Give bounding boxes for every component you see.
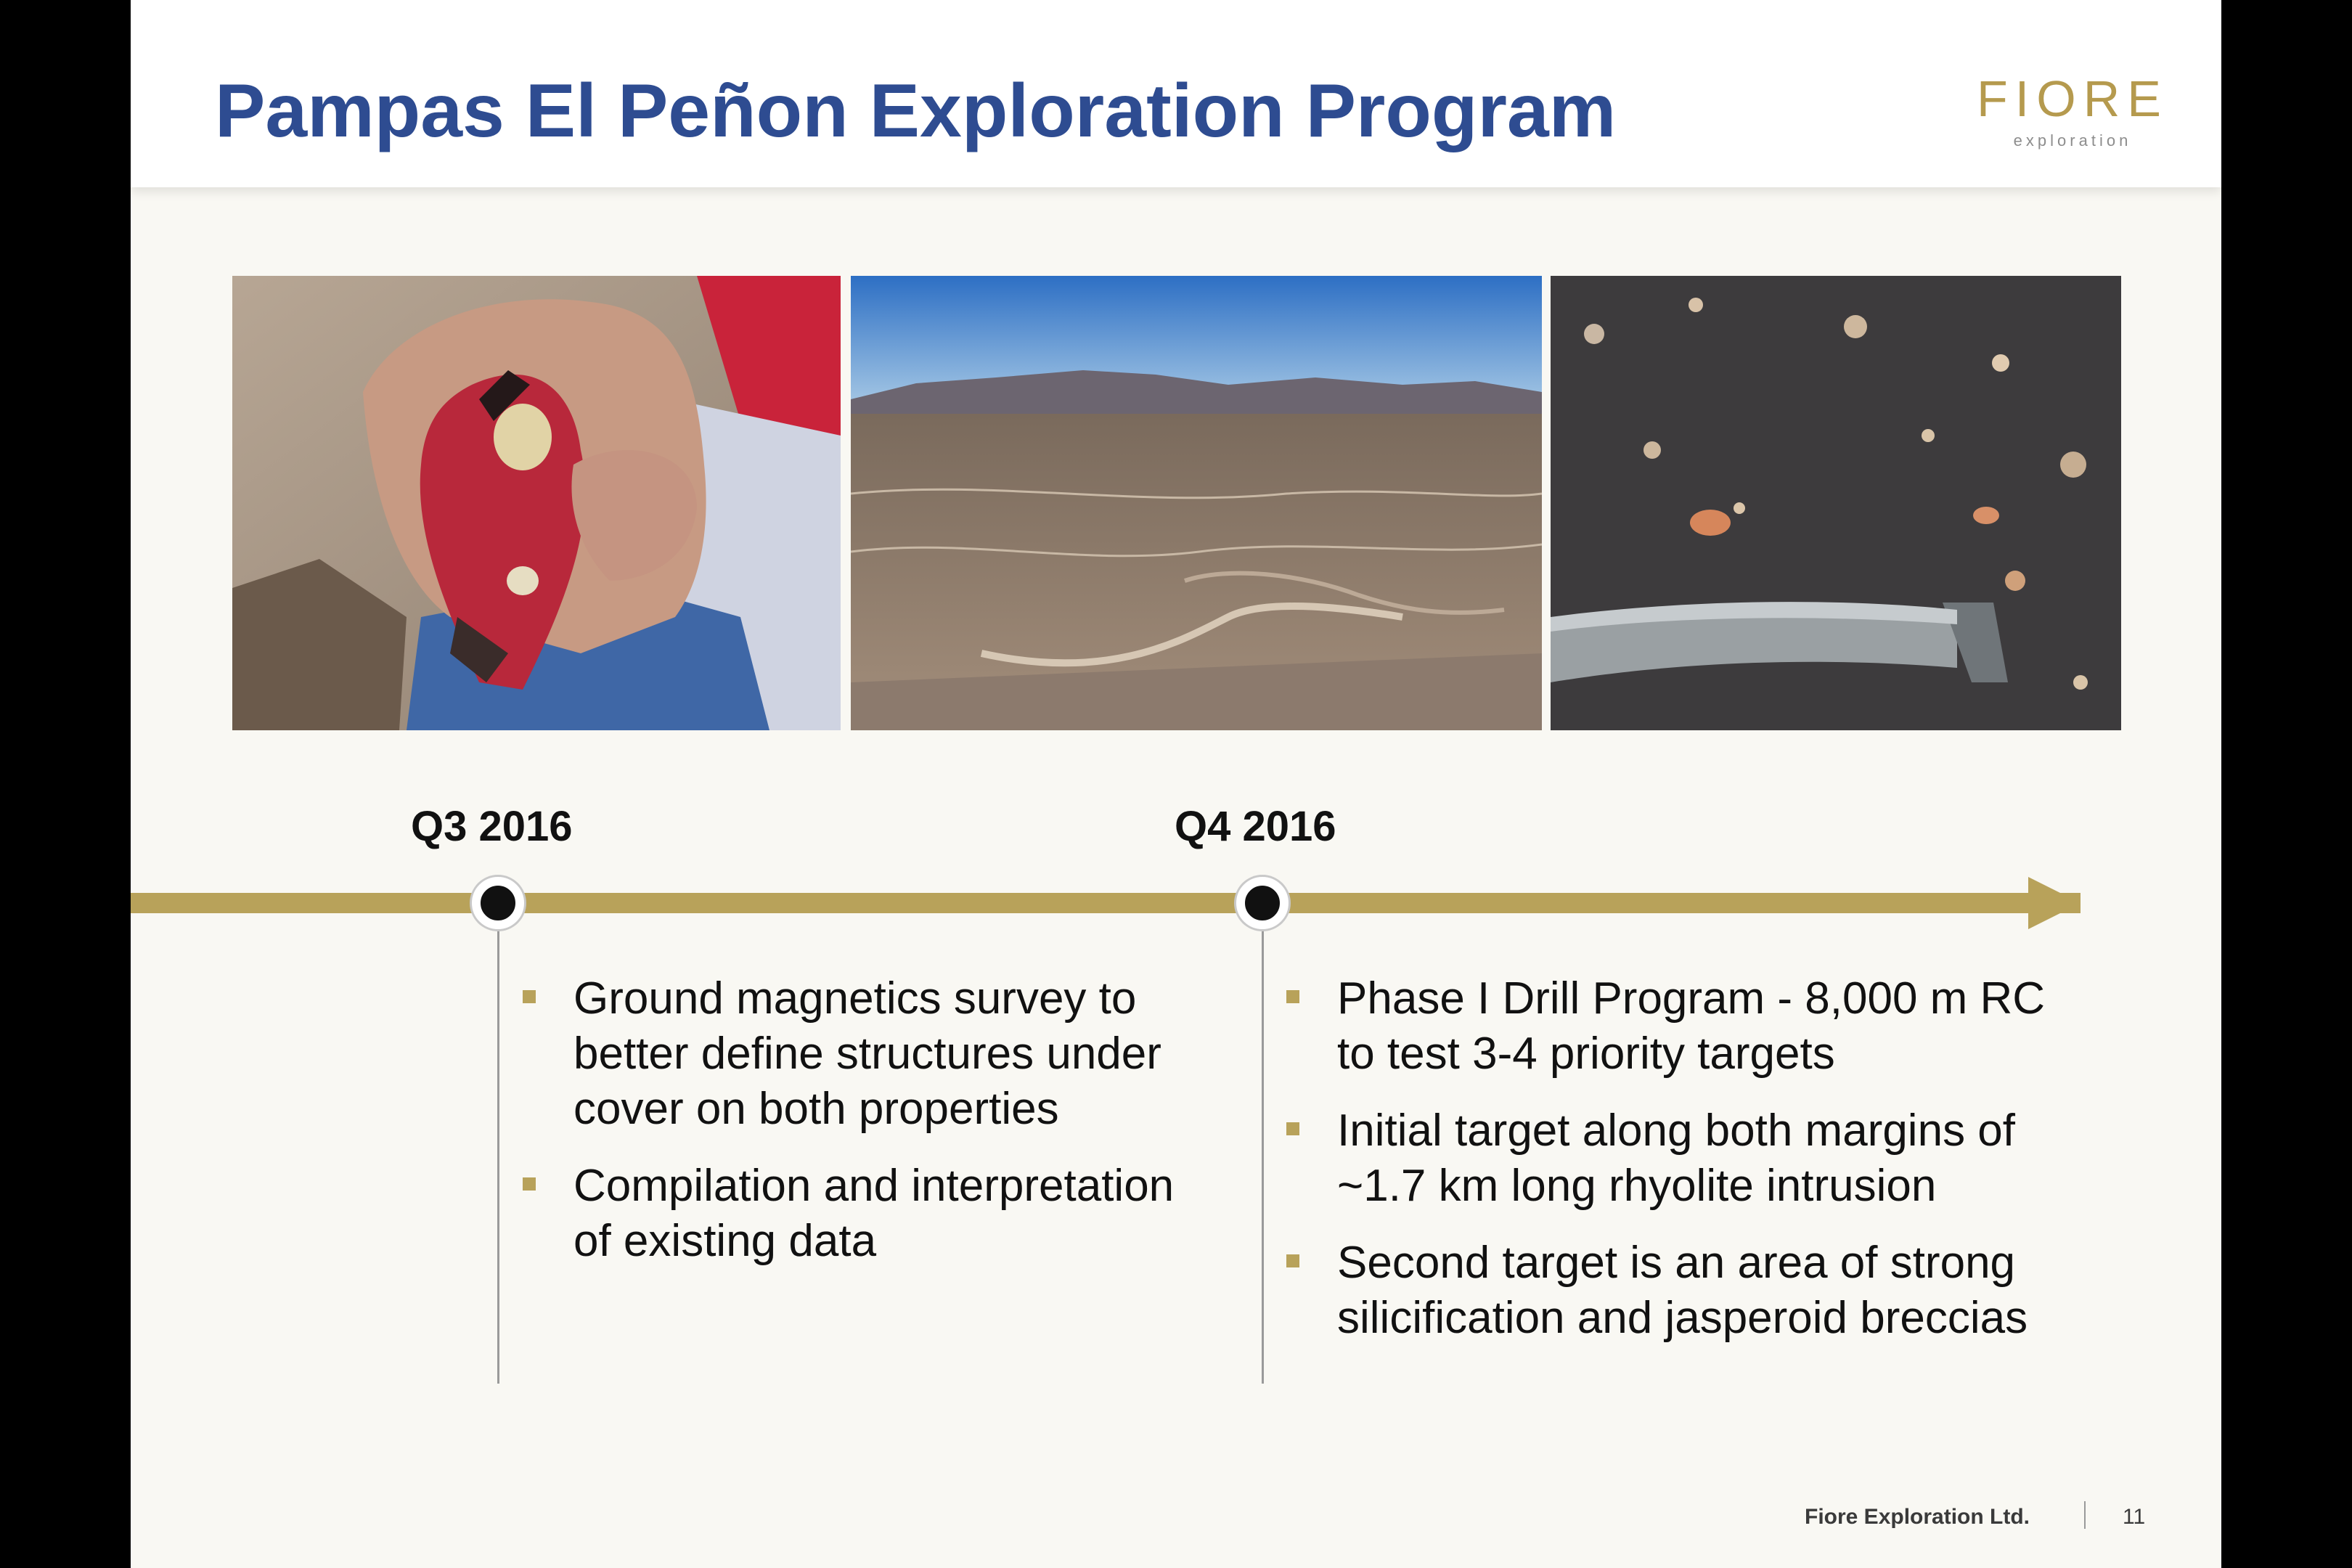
list-item (1286, 971, 2085, 1082)
breccia-rock-with-hammer-photo (1551, 276, 2121, 730)
timeline-period-q4-2016: Q4 2016 (1175, 803, 1336, 850)
list-item (1286, 1103, 2085, 1214)
desert-landscape-photo (851, 276, 1542, 730)
list-item (1286, 1236, 2085, 1346)
square-bullet-icon (1286, 990, 1299, 1003)
square-bullet-icon (523, 1177, 536, 1191)
q3-2016-bullet-list (523, 971, 1176, 1291)
timeline-connector (1262, 916, 1264, 1384)
footer-company-name: Fiore Exploration Ltd. (1805, 1505, 2030, 1529)
square-bullet-icon (1286, 1254, 1299, 1267)
timeline-bar (131, 893, 2081, 913)
footer-divider (2084, 1501, 2086, 1529)
bullet-text: Second target is an area of strong silicification and jasperoid breccias (1337, 1238, 2028, 1343)
slide (131, 0, 2221, 1568)
bullet-text: Compilation and interpretation of existing data (573, 1161, 1175, 1266)
bullet-text: Phase I Drill Program - 8,000 m RC to test 3-4 priority targets (1337, 973, 2046, 1079)
timeline-connector (497, 916, 499, 1384)
logo-wordmark: FIORE (1977, 70, 2168, 127)
bullet-text: Initial target along both margins of ~1.7 km long rhyolite intrusion (1337, 1106, 2015, 1211)
rock-sample-in-hand-photo (232, 276, 841, 730)
page-title: Pampas El Peñon Exploration Program (215, 69, 1617, 153)
q4-2016-bullet-list (1286, 971, 2085, 1368)
timeline-arrow-icon (2028, 877, 2081, 929)
square-bullet-icon (1286, 1122, 1299, 1135)
bullet-text: Ground magnetics survey to better define structures under cover on both properties (573, 973, 1161, 1134)
slide-header (131, 0, 2221, 187)
page-number: 11 (2123, 1505, 2146, 1529)
timeline-marker-q4 (1236, 877, 1289, 929)
list-item (523, 1159, 1176, 1269)
timeline-marker-q3 (472, 877, 524, 929)
timeline-period-q3-2016: Q3 2016 (411, 803, 573, 850)
square-bullet-icon (523, 990, 536, 1003)
logo-tagline: exploration (2013, 131, 2132, 150)
list-item (523, 971, 1176, 1137)
company-logo (1967, 70, 2178, 157)
